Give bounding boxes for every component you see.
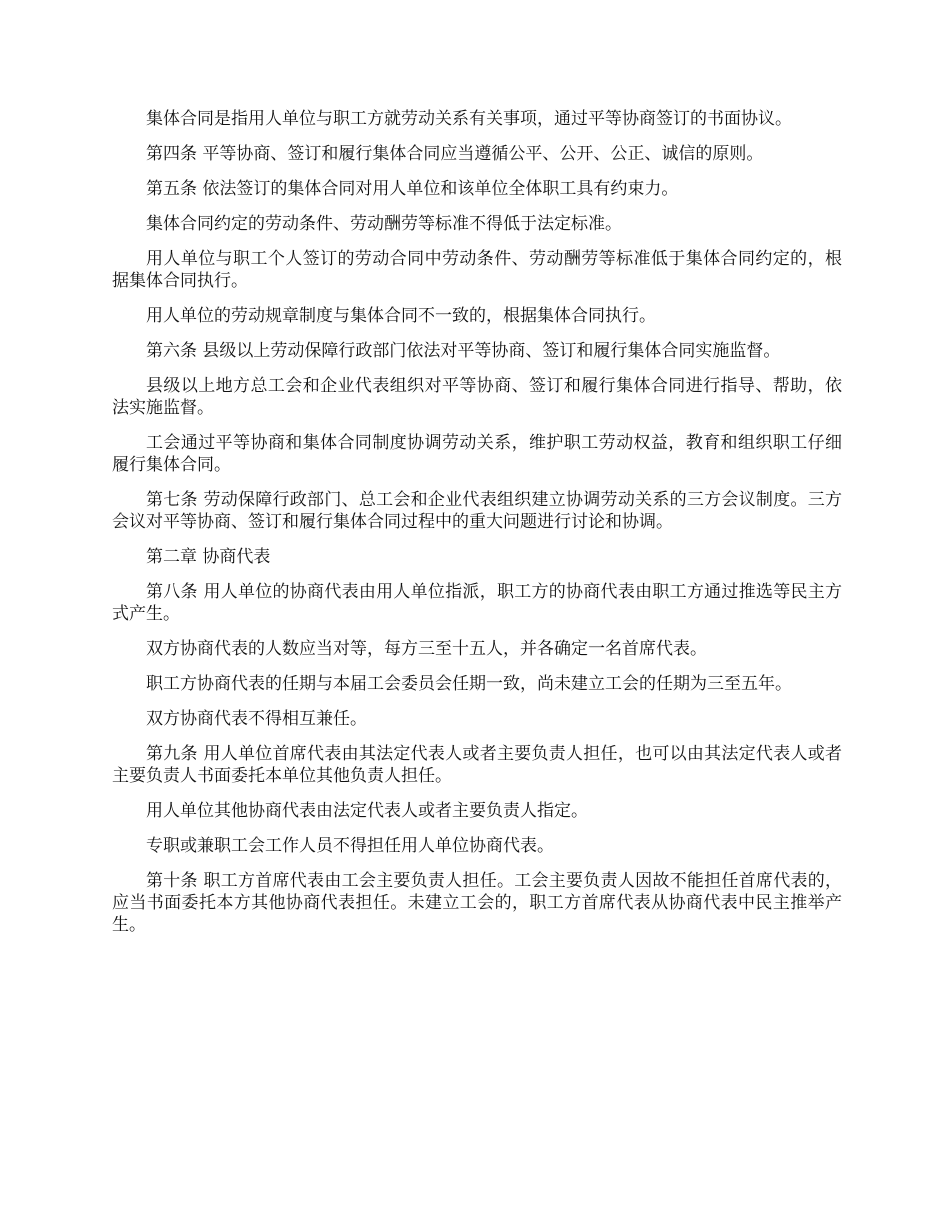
paragraph: 用人单位其他协商代表由法定代表人或者主要负责人指定。 bbox=[146, 801, 588, 821]
paragraph: 工会通过平等协商和集体合同制度协调劳动关系，维护职工劳动权益，教育和组织职工仔细履行集体合同。 bbox=[112, 433, 842, 475]
paragraph: 用人单位的劳动规章制度与集体合同不一致的，根据集体合同执行。 bbox=[146, 306, 656, 326]
paragraph: 县级以上地方总工会和企业代表组织对平等协商、签订和履行集体合同进行指导、帮助，依法实施监督。 bbox=[112, 376, 842, 418]
paragraph: 双方协商代表的人数应当对等，每方三至十五人，并各确定一名首席代表。 bbox=[146, 639, 707, 659]
paragraph: 专职或兼职工会工作人员不得担任用人单位协商代表。 bbox=[146, 836, 554, 856]
paragraph: 集体合同约定的劳动条件、劳动酬劳等标准不得低于法定标准。 bbox=[146, 214, 622, 234]
chapter-heading: 第二章 协商代表 bbox=[146, 547, 271, 567]
paragraph: 第八条 用人单位的协商代表由用人单位指派，职工方的协商代表由职工方通过推选等民主方式产生。 bbox=[112, 582, 842, 624]
paragraph: 第五条 依法签订的集体合同对用人单位和该单位全体职工具有约束力。 bbox=[146, 179, 679, 199]
paragraph: 集体合同是指用人单位与职工方就劳动关系有关事项，通过平等协商签订的书面协议。 bbox=[146, 109, 792, 129]
paragraph: 第十条 职工方首席代表由工会主要负责人担任。工会主要负责人因故不能担任首席代表的，应当书面委托本方其他协商代表担任。未建立工会的，职工方首席代表从协商代表中民主推举产生。 bbox=[112, 871, 842, 935]
document-body bbox=[112, 108, 842, 949]
paragraph: 职工方协商代表的任期与本届工会委员会任期一致，尚未建立工会的任期为三至五年。 bbox=[146, 674, 792, 694]
paragraph: 第六条 县级以上劳动保障行政部门依法对平等协商、签订和履行集体合同实施监督。 bbox=[146, 341, 781, 361]
paragraph: 双方协商代表不得相互兼任。 bbox=[146, 709, 367, 729]
paragraph: 用人单位与职工个人签订的劳动合同中劳动条件、劳动酬劳等标准低于集体合同约定的，根据集体合同执行。 bbox=[112, 249, 842, 291]
paragraph: 第四条 平等协商、签订和履行集体合同应当遵循公平、公开、公正、诚信的原则。 bbox=[146, 144, 764, 164]
paragraph: 第七条 劳动保障行政部门、总工会和企业代表组织建立协调劳动关系的三方会议制度。三方会议对平等协商、签订和履行集体合同过程中的重大问题进行讨论和协调。 bbox=[112, 490, 842, 532]
paragraph: 第九条 用人单位首席代表由其法定代表人或者主要负责人担任，也可以由其法定代表人或者主要负责人书面委托本单位其他负责人担任。 bbox=[112, 744, 842, 786]
